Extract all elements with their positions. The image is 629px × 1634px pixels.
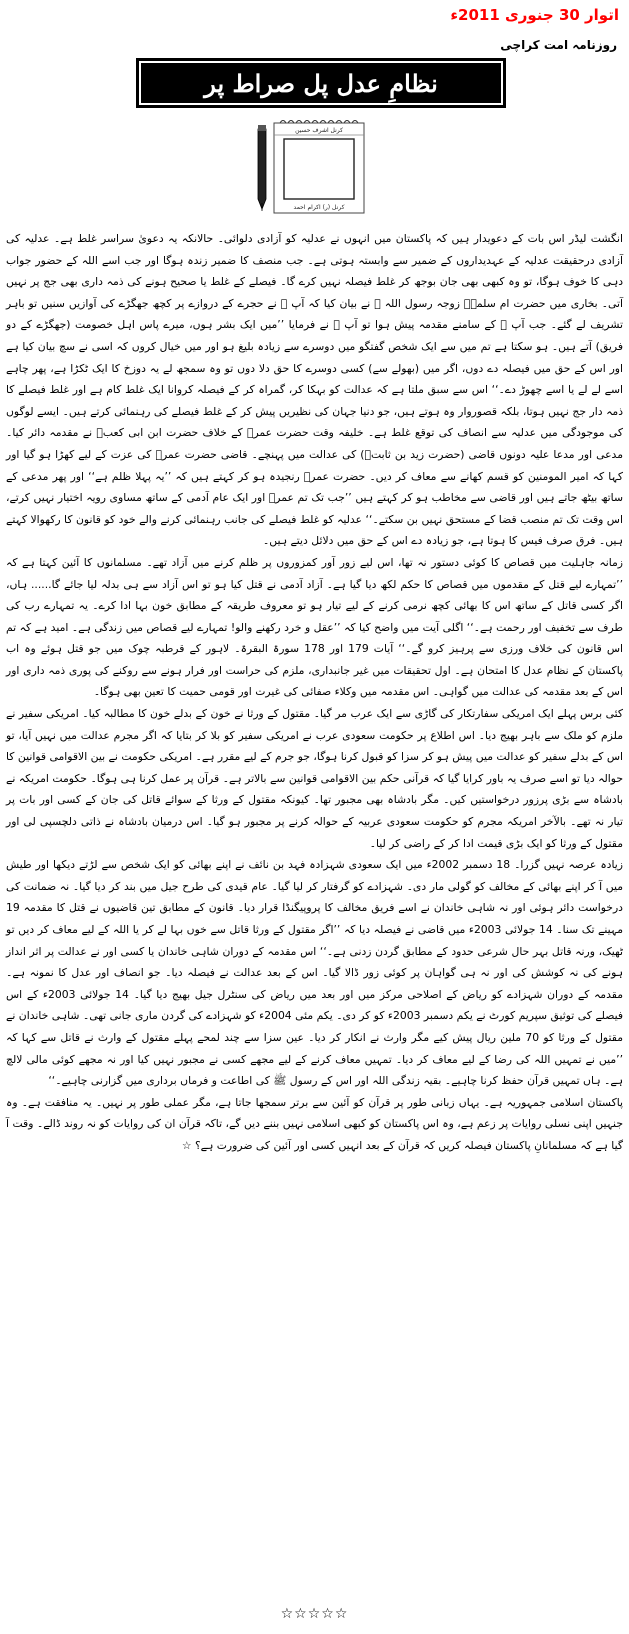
article-body — [6, 228, 623, 1157]
article-paragraph: زیادہ عرصہ نہیں گزرا۔ 18 دسمبر 2002ء میں ایک سعودی شہزادہ فہد بن نائف نے اپنے بھائی کو ایک شخص سے لڑتے دیکھا اور طیش میں آ کر اپنے بھائی کے مخالف کو گولی مار دی۔ شہزادے کو گرفتار کر لیا گیا۔ عام قیدی کی طرح جیل میں بند کر دیا گیا۔ نہ ضمانت کی درخواست دائر ہوئی اور نہ شاہی خاندان نے اسے فریق مخالف کا پروپیگنڈا قرار دیا۔ قانون کے مطابق تین قاضیوں نے قتل کا مقدمہ 19 مہینے تک سنا۔ 14 جولائی 2003ء میں قاضی نے فیصلہ دیا کہ ’’اگر مقتول کے ورثا قاتل سے خوں بہا لے کر یا اللہ کے لیے معاف کر دیں تو ٹھیک، ورنہ قاتل بہر حال شرعی حدود کے مطابق گردن زدنی ہے۔‘‘ اس مقدمہ کے دوران شاہی خاندان یا کسی اور نے عدالت پر اثر انداز ہونے کی نہ کوشش کی اور نہ ہی گواہان پر کوئی زور ڈالا گیا۔ اس کے بعد عدالت نے فیصلہ دیا۔ جو انصاف اور عدل کا نمونہ ہے۔ مقدمہ کے دوران شہزادے کو ریاض کے اصلاحی مرکز میں اور بعد میں ریاض کی سنٹرل جیل بھیج دیا گیا۔ 14 جولائی 2003ء کے اس فیصلے کی توثیق سپریم کورٹ نے یکم دسمبر 2003ء کو کر دی۔ یکم مئی 2004ء کو شہزادے کی گردن ماری جانی تھی۔ شاہی خاندان نے مقتول کے ورثا کو 70 ملین ریال پیش کیے مگر وارث نے انکار کر دیا۔ عین سزا سے چند لمحے پہلے مقتول کے وارث نے قاتل سے کہا کہ ’’میں نے تمہیں اللہ کی رضا کے لیے معاف کر دیا۔ تمہیں معاف کرنے کے لیے مجھے کسی نے مجبور نہیں کیا اور نہ مجھے کوئی مالی لالچ ہے۔ ہاں تمہیں قرآن حفظ کرنا چاہیے۔ بقیہ زندگی اللہ اور اس کے رسول ﷺ کی اطاعت و فرماں برداری میں گزارنی چاہیے۔‘‘ — [6, 858, 624, 1088]
newspaper-name: روزنامہ امت کراچی — [500, 38, 617, 52]
article-paragraph: انگشت لیڈر اس بات کے دعویدار ہیں کہ پاکستان میں انہوں نے عدلیہ کو آزادی دلوائی۔ حالانکہ یہ دعویٰ سراسر غلط ہے۔ عدلیہ کی آزادی درحقیقت عدلیہ کے عہدیداروں کے ضمیر سے وابستہ ہوتی ہے۔ جب منصف کا ضمیر زندہ ہوگا اور جب اسے اللہ کے حضور جواب دہی کا خوف ہوگا، تو وہ کبھی بھی جان بوجھ کر غلط فیصلہ نہیں کرے گا۔ فیصلے کے غلط یا صحیح ہونے کی ذمہ داری بھی جج پر نہیں آتی۔ بخاری میں حضرت ام سلمہؓ زوجہ رسول اللہ ﷺ نے بیان کیا کہ آپ ﷺ نے حجرے کے دروازے پر کچھ جھگڑے کی آوازیں سنیں تو باہر تشریف لے گئے۔ جب آپ ﷺ کے سامنے مقدمہ پیش ہوا تو آپ ﷺ نے فرمایا ’’میں ایک بشر ہوں، میرے پاس اہل خصومت (جھگڑے کے دو فریق) آتے ہیں۔ ہو سکتا ہے تم میں سے ایک شخص گفتگو میں دوسرے سے زیادہ بلیغ ہو اور میں خیال کروں کہ اسی نے سچ بیان کیا ہے اور اس کے حق میں فیصلہ دے دوں، اگر میں (بھولے سے) کسی دوسرے کا حق دلا دوں تو وہ سمجھ لے یہ دوزخ کا ایک ٹکڑا ہے، پھر چاہے اسے لے لے یا اسے چھوڑ دے۔‘‘ اس سے سبق ملتا ہے کہ عدالت کو بہکا کر، گمراہ کر کے فیصلہ کروانا ایک غلط کام ہے اور غلط فیصلے کا ذمہ دار جج نہیں ہوتا، بلکہ قصوروار وہ ہوتے ہیں، جو دنیا جہان کی نظیریں پیش کر کے غلط فیصلے کی رہنمائی کرتے ہیں۔ ایسے لوگوں کی موجودگی میں عدلیہ سے انصاف کی توقع غلط ہے۔ خلیفہ وقت حضرت عمرؓ کے خلاف حضرت ابن ابی کعبؓ نے مقدمہ دائر کیا۔ مدعی اور مدعا علیہ دونوں قاضی (حضرت زید بن ثابتؓ) کی عدالت میں پہنچے۔ قاضی حضرت عمرؓ کی عزت کے لیے کھڑا ہو گیا اور کہا کہ امیر المومنین کو قسم کھانے سے معاف کر دیں۔ حضرت عمرؓ رنجیدہ ہو کر کہتے ہیں کہ ’’یہ پہلا ظلم ہے‘‘ اور پھر مدعی کے ساتھ بیٹھ جاتے ہیں اور قاضی سے مخاطب ہو کر کہتے ہیں ’’جب تک تم عمرؓ اور ایک عام آدمی کے ساتھ مساوی رویہ اختیار نہیں کرتے، اس وقت تک تم منصب قضا کے مستحق نہیں بن سکتے۔‘‘ عدلیہ کو غلط فیصلے کی جانب رہنمائی کرنے والے خود کو قانون کا رکھوالا کہتے ہیں۔ فرق صرف فیس کا ہوتا ہے، جو زیادہ دے اس کے حق میں دلائل دیتے ہیں۔ — [6, 232, 624, 548]
columnist-frame-graphic — [250, 117, 380, 222]
columnist-top-label: کرنل اشرف حسین — [295, 127, 343, 134]
headline: نظامِ عدل پل صراط پر — [204, 68, 438, 98]
end-stars: ☆☆☆☆☆ — [280, 1606, 349, 1622]
columnist-portrait — [250, 117, 380, 222]
columnist-bottom-label: کرنل (ر) اکرام احمد — [293, 204, 345, 211]
publication-date: اتوار 30 جنوری 2011ء — [450, 6, 619, 24]
article-paragraph: کئی برس پہلے ایک امریکی سفارتکار کی گاڑی سے ایک عرب مر گیا۔ مقتول کے ورثا نے خون کے بدلے خون کا مطالبہ کیا۔ امریکی سفیر نے ملزم کو ملک سے باہر بھیج دیا۔ اس اطلاع پر حکومت سعودی عرب نے امریکی سفیر کو بلا کر بتایا کہ اگر مجرم عدالت میں نہیں آیا، تو اس کے بدلے سفیر کو عدالت میں پیش ہو کر سزا کو قبول کرنا ہوگا، جو جرم کے لیے مقرر ہے۔ امریکی حکومت نے بین الاقوامی قوانین کا حوالہ دیا تو اسے صرف یہ باور کرایا گیا کہ قرآنی حکم بین الاقوامی قوانین سے بالاتر ہے۔ قرآن پر عمل کرنا ہی ہوگا۔ حکومت امریکہ نے بادشاہ سے بڑی پرزور درخواستیں کیں۔ مگر بادشاہ بھی مجبور تھا۔ کیونکہ مقتول کے ورثا کے سوائے قاتل کی جان کے کسی اور بات پر تیار نہ تھے۔ بالآخر امریکہ مجرم کو حکومت سعودی عربیہ کے حوالہ کرنے پر مجبور ہو گیا۔ اس درمیان بادشاہ نے ذاتی دلچسپی لی اور مقتول کے ورثا کو ایک بڑی قیمت ادا کر کے راضی کر لیا۔ — [6, 707, 623, 850]
article-paragraph: زمانہ جاہلیت میں قصاص کا کوئی دستور نہ تھا، اس لیے زور آور کمزوروں پر ظلم کرنے میں آزاد تھے۔ مسلمانوں کا آئین کہتا ہے کہ ’’تمہارے لیے قتل کے مقدموں میں قصاص کا حکم لکھ دیا گیا ہے۔ آزاد آدمی نے قتل کیا ہو تو اس آزاد سے ہی بدلہ لیا جائے گا...... ہاں، اگر کسی قاتل کے ساتھ اس کا بھائی کچھ نرمی کرنے کے لیے تیار ہو تو معروف طریقہ کے مطابق خون بہا ادا کرے۔ یہ تمہارے رب کی طرف سے تخفیف اور رحمت ہے۔‘‘ اگلی آیت میں واضح کیا کہ ’’عقل و خرد رکھنے والو! تمہارے لیے قصاص میں زندگی ہے۔ امید ہے کہ تم اس قانون کی خلاف ورزی سے پرہیز کرو گے۔‘‘ آیات 179 اور 178 سورۃ البقرۃ۔ لاہور کے قرطبہ چوک میں جو قتل ہوئے وہ اب پاکستان کے نظام عدل کا امتحان ہے۔ اول تحقیقات میں غیر جانبداری، ملزم کی حراست اور فرار ہونے سے روکنے کی پوری ذمہ داری اور اس کے بعد مقدمہ کی عدالت میں گواہی۔ اس مقدمہ میں وکلاء صفائی کی غیرت اور قومی حمیت کا تعین بھی ہوگا۔ — [6, 555, 624, 699]
article-paragraph: پاکستان اسلامی جمہوریہ ہے۔ یہاں زبانی طور پر قرآن کو آئین سے برتر سمجھا جاتا ہے، مگر عملی طور پر نہیں۔ یہ منافقت ہے۔ وہ جنہیں اپنی نسلی روایات پر زعم ہے، وہ اس پاکستان کو کبھی اسلامی نہیں بننے دیں گے، تاکہ قرآن ان کی روایات کو نہ روند ڈالے۔ وقت آ گیا ہے کہ مسلمانانِ پاکستان فیصلہ کریں کہ قرآن کے بعد انہیں کسی اور آئین کی ضرورت ہے؟ ☆ — [6, 1095, 623, 1152]
headline-box — [136, 58, 506, 108]
